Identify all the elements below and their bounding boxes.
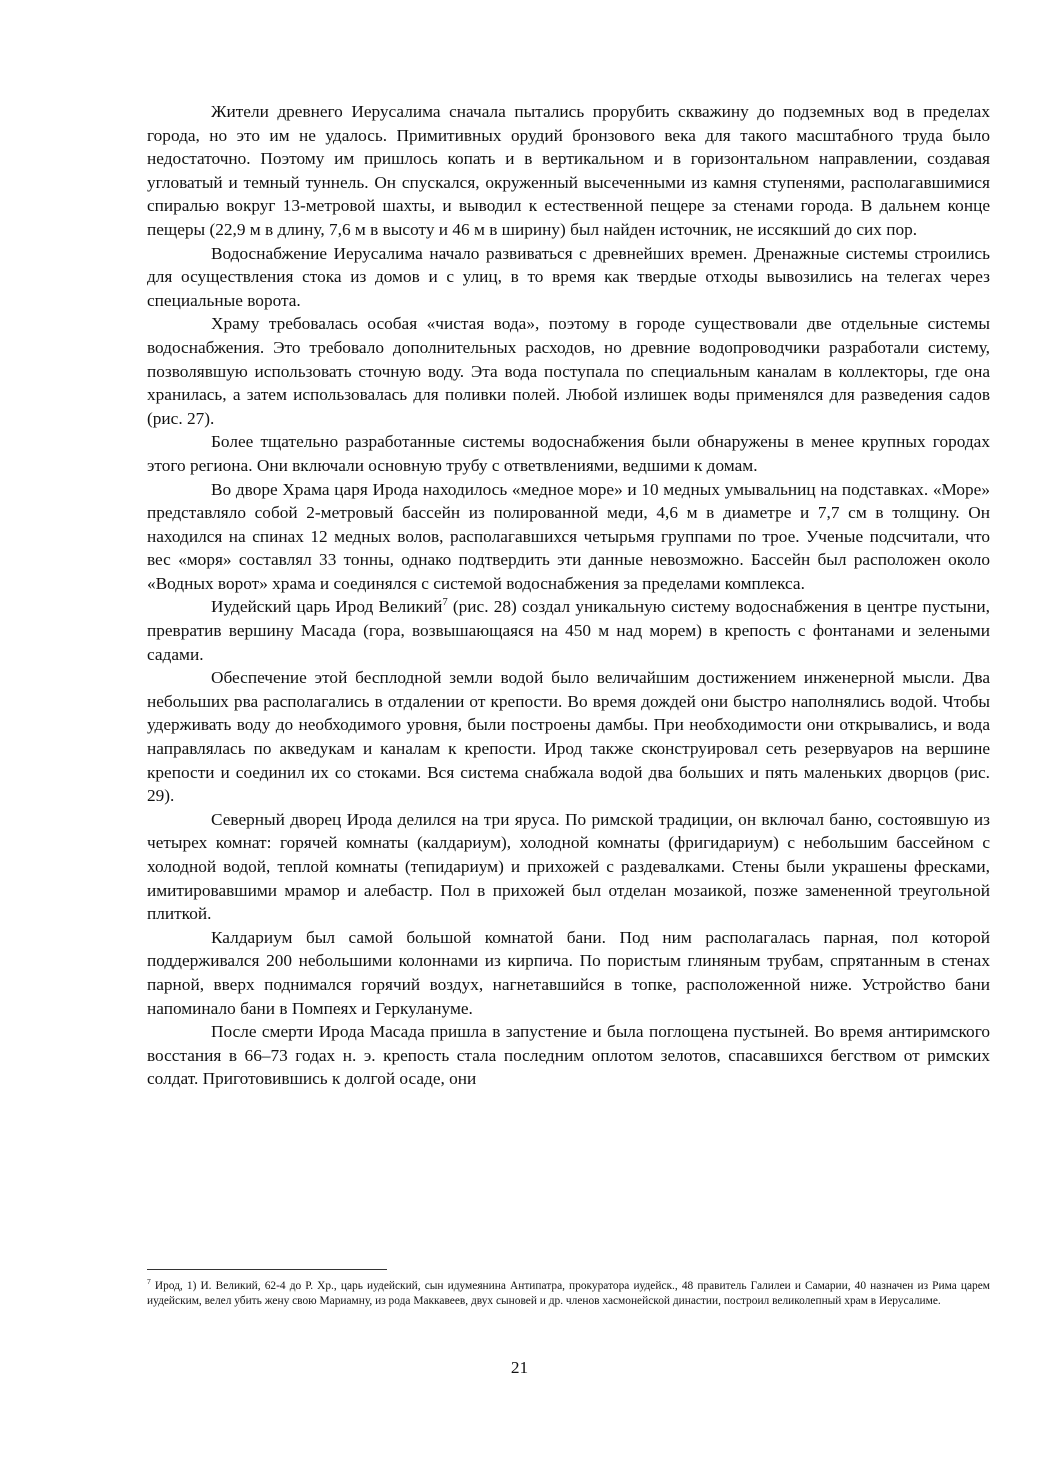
footnote (147, 1279, 990, 1309)
paragraph-northern-palace: Северный дворец Ирода делился на три яруса. По римской традиции, он включал баню, состоявшую из четырех комнат: горячей комнаты (калдариум), холодной комнаты (фригидариум) с небольшим бассейном с холодной водой, теплой комнаты (тепидариум) и прихожей с раздевалками. Стены были украшены фресками, имитировавшими мрамор и алебастр. Пол в прихожей был отделан мозаикой, позже замененной треугольной плиткой. (147, 809, 990, 924)
paragraph-engineering: Обеспечение этой бесплодной земли водой было величайшим достижением инженерной мысли. Два небольших рва располагались в отдалении от крепости. Во время дождей они быстро наполнялись водой. Чтобы удерживать воду до необходимого уровня, были построены дамбы. При необходимости они открывались, и вода направлялась по акведукам и каналам к крепости. Ирод также сконструировал сеть резервуаров на вершине крепости и соединил их со стоками. Вся система снабжала водой два больших и пять маленьких дворцов (рис. 29). (147, 668, 990, 806)
paragraph-after-herod: После смерти Ирода Масада пришла в запустение и была поглощена пустыней. Во время антиримского восстания в 66–73 годах н. э. крепость стала последним оплотом зелотов, спасавшихся бегством от римских солдат. Приготовившись к долгой осаде, они (147, 1022, 990, 1089)
footnote-marker: 7 (147, 1277, 151, 1287)
paragraph-jerusalem-tunnel: Жители древнего Иерусалима сначала пытались прорубить скважину до подземных вод в пределах города, но это им не удалось. Примитивных орудий бронзового века для такого масштабного труда было недостаточно. Поэтому им пришлось копать и в вертикальном и в горизонтальном направлении, создавая угловатый и темный туннель. Он спускался, окруженный высеченными из камня ступенями, располагавшимися спиралью вокруг 13-метровой шахты, и выводил к естественной пещере за стенами города. В дальнем конце пещеры (22,9 м в длину, 7,6 м в высоту и 46 м в ширину) был найден источник, не иссякший до сих пор. (147, 102, 990, 239)
paragraph-water-supply-origins: Водоснабжение Иерусалима начало развиваться с древнейших времен. Дренажные системы строились для осуществления стока из домов и с улиц, в то время как твердые отходы вывозились на телегах через специальные ворота. (147, 243, 990, 310)
body-text (147, 100, 990, 1091)
paragraph-temple-water: Храму требовалась особая «чистая вода», поэтому в городе существовали две отдельные системы водоснабжения. Это требовало дополнительных расходов, но древние водопроводчики разработали систему, позволявшую использовать сточную воду. Эта вода поступала по специальным каналам в коллекторы, где она хранилась, а затем использовалась для поливки полей. Любой излишек воды применялся для разведения садов (рис. 27). (147, 314, 990, 428)
page-number: 21 (510, 1358, 529, 1377)
paragraph-smaller-towns: Более тщательно разработанные системы водоснабжения были обнаружены в менее крупных городах этого региона. Они включали основную трубу с ответвлениями, ведшими к домам. (147, 432, 990, 475)
paragraph-caldarium: Калдариум был самой большой комнатой бани. Под ним располагалась парная, пол которой поддерживался 200 небольшими колоннами из кирпича. По пористым глиняным трубам, спрятанным в стенах парной, вверх поднимался горячий воздух, нагнетавшийся в топке, расположенной ниже. Устройство бани напоминало бани в Помпеях и Геркулануме. (147, 927, 990, 1018)
paragraph-text: Иудейский царь Ирод Великий (211, 597, 443, 617)
footnote-reference[interactable]: 7 (442, 597, 448, 609)
footnote-divider (147, 1269, 387, 1270)
paragraph-text: (рис. 28) создал уникальную систему водоснабжения в центре пустыни, превратив вершину Масада (гора, возвышающаяся на 450 м над морем) в крепость с фонтанами и зелеными садами. (147, 597, 990, 664)
paragraph-bronze-sea: Во дворе Храма царя Ирода находилось «медное море» и 10 медных умывальниц на подставках. «Море» представляло собой 2-метровый бассейн из полированной меди, 4,6 м в диаметре и 7,7 см в толщину. Он находился на спинах 12 медных волов, располагавшихся четырьмя группами по трое. Ученые подсчитали, что вес «моря» составлял 33 тонны, однако подтвердить эти данные невозможно. Бассейн был расположен около «Водных ворот» храма и соединялся с системой водоснабжения за пределами комплекса. (147, 479, 990, 593)
footnote-text: Ирод, 1) И. Великий, 62-4 до Р. Хр., царь иудейский, сын идумеянина Антипатра, прокуратора иудейск., 48 правитель Галилеи и Самарии, 40 назначен из Рима царем иудейским, велел убить жену свою Мариамну, из рода Маккавеев, двух сыновей и др. членов хасмонейской династии, построил великолепный храм в Иерусалиме. (147, 1280, 990, 1307)
paragraph-herod-masada (147, 595, 990, 666)
